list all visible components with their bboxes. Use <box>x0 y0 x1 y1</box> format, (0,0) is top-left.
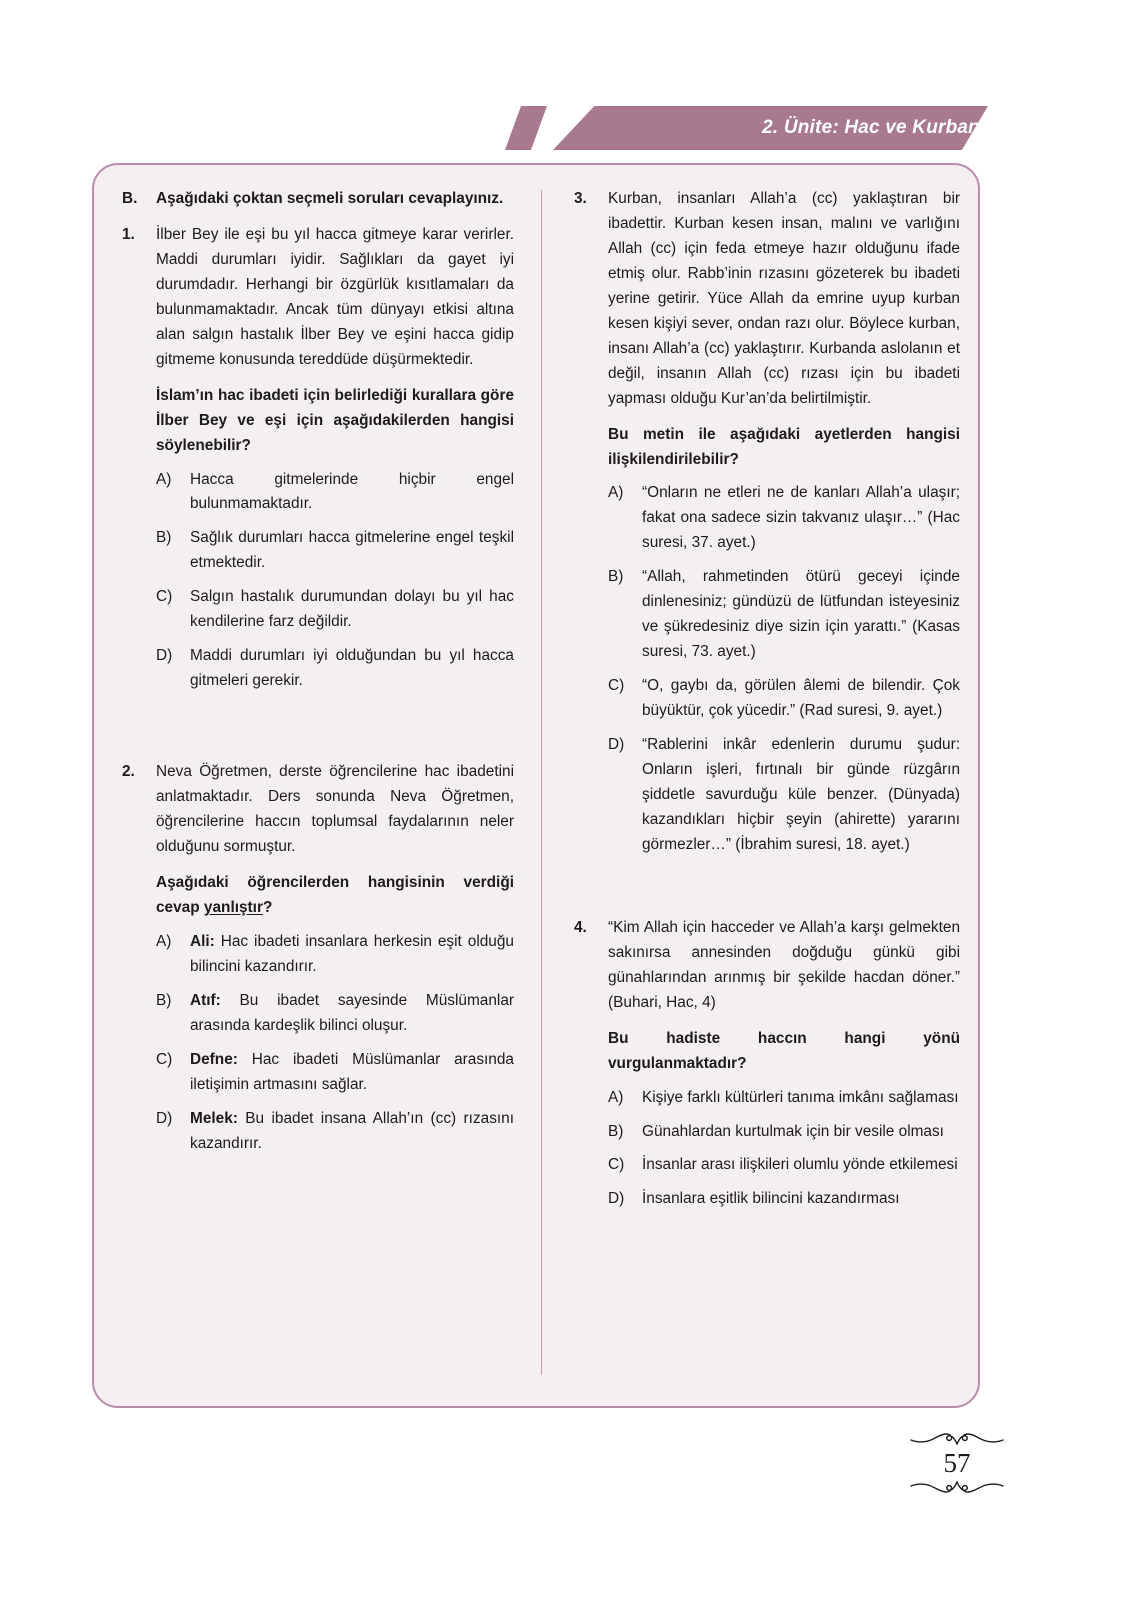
option-a-text: Kişiye farklı kültürleri tanıma imkânı sağlaması <box>642 1088 959 1106</box>
unit-title: 2. Ünite: Hac ve Kurban <box>762 117 980 138</box>
option-a-body: Hac ibadeti insanlara herkesin eşit olduğu bilincini kazandırır. <box>190 932 514 975</box>
section-title: Aşağıdaki çoktan seçmeli soruları cevaplayınız. <box>156 190 504 207</box>
option-b-label: B) <box>156 529 172 547</box>
option-d[interactable] <box>608 733 960 858</box>
question-3 <box>574 187 960 858</box>
option-c[interactable] <box>156 1048 514 1098</box>
left-column <box>94 165 538 1410</box>
option-d[interactable] <box>156 644 514 694</box>
question-3-stem: Bu metin ile aşağıdaki ayetlerden hangisi ilişkilendirilebilir? <box>608 425 960 468</box>
option-a-text: Hacca gitmelerinde hiçbir engel bulunmamaktadır. <box>190 470 514 513</box>
question-3-number: 3. <box>574 190 587 207</box>
question-2-options <box>156 930 514 1157</box>
option-b[interactable] <box>608 565 960 665</box>
spacer <box>122 694 514 760</box>
option-c-text: Salgın hastalık durumundan dolayı bu yıl hac kendilerine farz değildir. <box>190 588 514 631</box>
option-b-text: Sağlık durumları hacca gitmelerine engel teşkil etmektedir. <box>190 529 514 572</box>
option-b-text: Günahlardan kurtulmak için bir vesile olması <box>642 1122 944 1140</box>
question-4-stem: Bu hadiste haccın hangi yönü vurgulanmaktadır? <box>608 1029 960 1072</box>
option-b[interactable] <box>156 989 514 1039</box>
option-b-label: B) <box>156 991 172 1009</box>
question-3-options <box>608 481 960 857</box>
two-column-layout <box>94 165 982 1410</box>
banner-accent-slab <box>505 106 547 150</box>
option-c-text <box>190 1048 514 1098</box>
question-2-passage: Neva Öğretmen, derste öğrencilerine hac ibadetini anlatmaktadır. Ders sonunda Neva Öğretmen, öğrencilerine haccın toplumsal faydalarının neler olduğunu sormuştur. <box>156 763 514 856</box>
option-b-body: Bu ibadet sayesinde Müslümanlar arasında kardeşlik bilinci oluşur. <box>190 991 514 1034</box>
option-a-label: A) <box>156 470 172 488</box>
question-1-passage: İlber Bey ile eşi bu yıl hacca gitmeye karar verirler. Maddi durumları iyidir. Sağlıkları da gayet iyi durumdadır. Herhangi bir özgürlük kısıtlamaları da bulunmamaktadır. Ancak tüm dünyayı etkisi altına alan salgın hastalık İlber Bey ve eşini hacca gidip gitmeme konusunda tereddüde düşürmektedir. <box>156 225 514 368</box>
option-c[interactable] <box>156 585 514 635</box>
option-d-label: D) <box>156 647 173 665</box>
option-a[interactable] <box>608 481 960 556</box>
option-a-student-name: Ali: <box>190 932 215 950</box>
question-2 <box>122 760 514 1156</box>
option-c-text: İnsanlar arası ilişkileri olumlu yönde etkilemesi <box>642 1156 958 1174</box>
page-footer <box>0 1430 1134 1496</box>
option-a-text: “Onların ne etleri ne de kanları Allah’a ulaşır; fakat ona sadece sizin takvanız ulaşır…” (Hac suresi, 37. ayet.) <box>642 484 960 552</box>
question-2-stem-post: ? <box>262 898 273 916</box>
question-1-options <box>156 468 514 695</box>
question-3-passage: Kurban, insanları Allah’a (cc) yaklaştıran bir ibadettir. Kurban kesen insan, malını ve varlığını Allah (cc) için feda etmeye hazır olduğunu ifade etmiş olur. Rabb’inin rızasını gözeterek bu ibadeti yerine getirir. Yüce Allah da emrine uyup kurban kesen kişiyi sever, ondan razı olur. Böylece kurban, insanı Allah’a (cc) yaklaştırır. Kurbanda aslolanın et değil, insanın Allah (cc) rızası için bu ibadeti yapması olduğu Kur’an’da belirtilmiştir. <box>608 190 960 407</box>
option-b[interactable] <box>156 526 514 576</box>
option-c[interactable] <box>608 674 960 724</box>
option-b-text <box>190 989 514 1039</box>
page-number: 57 <box>943 1448 971 1478</box>
question-4-passage: “Kim Allah için hacceder ve Allah’a karşı gelmekten sakınırsa annesinden doğduğu günkü gibi günahlarından arınmış bir şekilde hacdan döner.” (Buhari, Hac, 4) <box>608 918 960 1011</box>
option-a-label: A) <box>608 484 624 502</box>
spacer <box>574 858 960 916</box>
option-a[interactable] <box>156 468 514 518</box>
ornament-top-icon <box>902 1430 1012 1448</box>
option-d-text: “Rablerini inkâr edenlerin durumu şudur: Onların işleri, fırtınalı bir günde rüzgârın şiddetle savurduğu küle benzer. (Dünyada) kazandıkları hiçbir şeyin (ahirette) yararını görmezler…” (İbrahim suresi, 18. ayet.) <box>642 736 960 853</box>
option-c-body: Hac ibadeti Müslümanlar arasında iletişimin artmasını sağlar. <box>190 1050 514 1093</box>
option-c-label: C) <box>156 1050 173 1068</box>
option-d-text <box>190 1107 514 1157</box>
option-c-text: “O, gaybı da, görülen âlemi de bilendir. Çok büyüktür, çok yücedir.” (Rad suresi, 9. ayet.) <box>642 677 960 720</box>
option-c-student-name: Defne: <box>190 1050 238 1068</box>
section-letter: B. <box>122 190 138 207</box>
question-1-stem: İslam’ın hac ibadeti için belirlediği kurallara göre İlber Bey ve eşi için aşağıdakilerden hangisi söylenebilir? <box>156 386 514 454</box>
option-c-label: C) <box>608 1156 625 1174</box>
question-2-stem <box>156 871 514 921</box>
option-a-label: A) <box>608 1088 624 1106</box>
option-b-label: B) <box>608 1122 624 1140</box>
option-a[interactable] <box>608 1086 960 1111</box>
option-d-label: D) <box>608 1190 625 1208</box>
section-heading-b <box>122 187 514 212</box>
question-1-number: 1. <box>122 225 135 243</box>
option-d-text: İnsanlara eşitlik bilincini kazandırması <box>642 1190 900 1208</box>
option-c-label: C) <box>156 588 173 606</box>
question-1 <box>122 223 514 694</box>
option-a[interactable] <box>156 930 514 980</box>
column-divider <box>541 190 542 1375</box>
option-d[interactable] <box>608 1187 960 1212</box>
unit-header-banner <box>0 106 1134 150</box>
option-a-text <box>190 930 514 980</box>
option-d-text: Maddi durumları iyi olduğundan bu yıl hacca gitmeleri gerekir. <box>190 647 514 690</box>
option-d-label: D) <box>156 1109 173 1127</box>
option-b[interactable] <box>608 1120 960 1145</box>
option-d-label: D) <box>608 736 625 754</box>
option-c-label: C) <box>608 677 625 695</box>
right-column <box>538 165 982 1410</box>
option-d-student-name: Melek: <box>190 1109 238 1127</box>
exercise-content-box <box>92 163 980 1408</box>
question-4 <box>574 916 960 1213</box>
question-2-stem-pre: Aşağıdaki öğrencilerden hangisinin verdiği cevap <box>156 873 514 916</box>
option-a-label: A) <box>156 932 172 950</box>
option-c[interactable] <box>608 1153 960 1178</box>
question-2-number: 2. <box>122 763 135 781</box>
ornament-bottom-icon <box>902 1478 1012 1496</box>
question-2-stem-emphasis: yanlıştır <box>203 898 263 916</box>
option-b-student-name: Atıf: <box>190 991 221 1009</box>
option-d[interactable] <box>156 1107 514 1157</box>
option-d-body: Bu ibadet insana Allah’ın (cc) rızasını kazandırır. <box>190 1109 514 1152</box>
question-4-number: 4. <box>574 918 587 936</box>
option-b-label: B) <box>608 568 624 586</box>
option-b-text: “Allah, rahmetinden ötürü geceyi içinde dinlenesiniz; gündüzü de lütfundan isteyesiniz ve şükredesiniz diye sizin için yarattı.” (Kasas suresi, 73. ayet.) <box>642 568 960 661</box>
question-4-options <box>608 1086 960 1213</box>
